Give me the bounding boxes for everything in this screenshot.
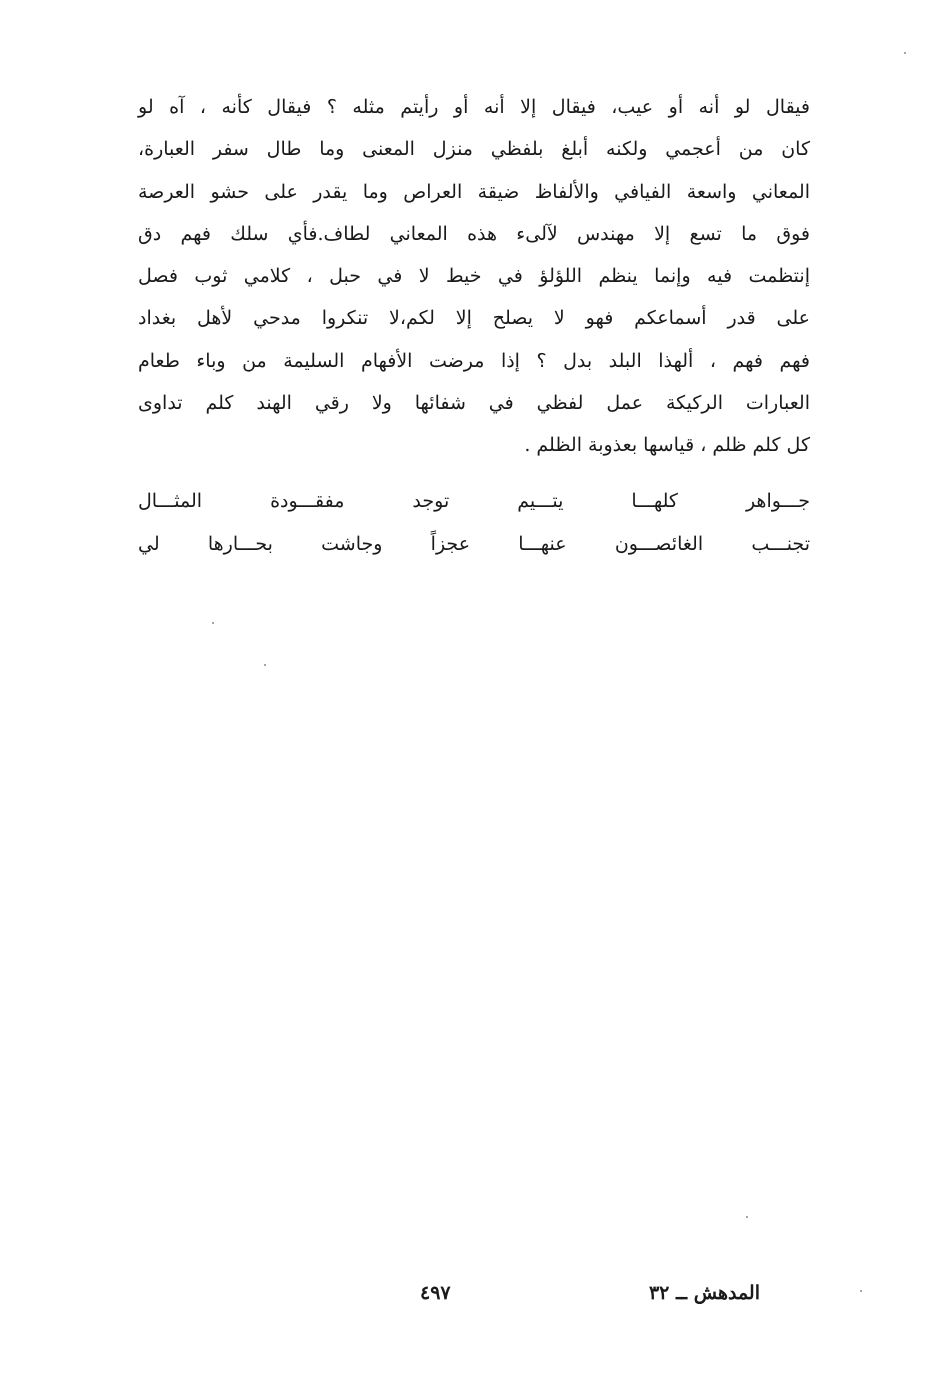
prose-line: إنتظمت فيه وإنما ينظم اللؤلؤ في خيط لا في حبل ، كلامي ثوب فصل (138, 265, 810, 288)
prose-line: المعاني واسعة الفيافي والألفاظ ضيقة العراص وما يقدر على حشو العرصة (138, 180, 810, 203)
poem-verses (138, 480, 810, 566)
prose-line: كان من أعجمي ولكنه أبلغ بلفظي منزل المعنى وما طال سفر العبارة، (138, 138, 810, 161)
page-footer (120, 1282, 760, 1322)
prose-line: العبارات الركيكة عمل لفظي في شفائها ولا رقي الهند كلم تداوى (138, 392, 810, 415)
paper-speck (904, 52, 906, 54)
paper-speck (860, 1290, 862, 1292)
signature-mark: المدهش ــ ٣٢ (648, 1282, 760, 1304)
prose-line: فوق ما تسع إلا مهندس لآلىء هذه المعاني لطاف.فأي سلك فهم دق (138, 222, 810, 245)
poem-verse-line: تجنـــب الغائصـــون عنهـــا عجزاً وجاشت بحـــارها لي (138, 533, 810, 555)
prose-line: فيقال لو أنه أو عيب، فيقال إلا أنه أو رأيتم مثله ؟ فيقال كأنه ، آه لو (138, 96, 810, 118)
page-number: ٤٩٧ (420, 1282, 451, 1304)
paper-speck (212, 622, 214, 624)
poem-verse-line: جـــواهر كلهـــا يتـــيم توجد مفقـــودة المثـــال (138, 490, 810, 512)
paper-speck (264, 664, 266, 666)
prose-line: كل كلم ظلم ، قياسها بعذوبة الظلم . (524, 434, 810, 457)
prose-line: على قدر أسماعكم فهو لا يصلح إلا لكم،لا تنكروا مدحي لأهل بغداد (138, 307, 810, 330)
prose-paragraph (138, 86, 810, 467)
paper-speck (746, 1216, 748, 1218)
prose-line: فهم فهم ، ألهذا البلد بدل ؟ إذا مرضت الأفهام السليمة من وباء طعام (138, 349, 810, 372)
